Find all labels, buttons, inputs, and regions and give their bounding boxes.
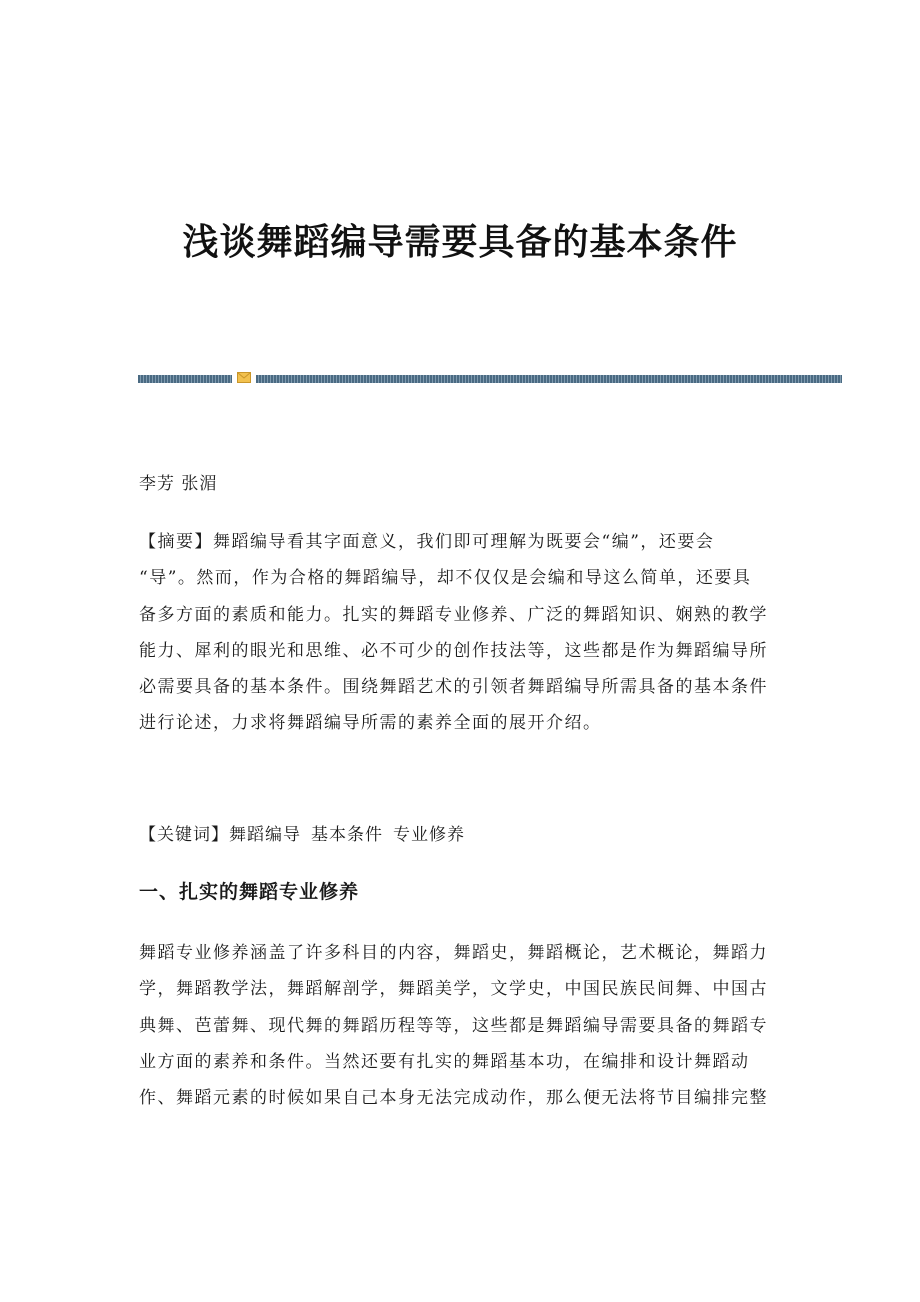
divider-bar-right: [256, 375, 842, 383]
envelope-icon: [237, 372, 251, 383]
divider-bar-left: [138, 375, 232, 383]
keyword: 专业修养: [393, 825, 465, 845]
body-line: 舞蹈专业修养涵盖了许多科目的内容，舞蹈史，舞蹈概论，艺术概论，舞蹈力: [139, 943, 768, 963]
body-line: 作、舞蹈元素的时候如果自己本身无法完成动作，那么便无法将节目编排完整: [139, 1088, 768, 1109]
keywords: [139, 823, 465, 847]
title-divider: [138, 375, 842, 383]
section-heading: 一、扎实的舞蹈专业修养: [139, 881, 360, 903]
author-line: 李芳 张湄: [139, 474, 218, 494]
abstract-line: 必需要具备的基本条件。围绕舞蹈艺术的引领者舞蹈编导所需具备的基本条件: [139, 677, 768, 698]
body-line: 学，舞蹈教学法，舞蹈解剖学，舞蹈美学，文学史，中国民族民间舞、中国古: [139, 979, 768, 1000]
abstract: [139, 524, 779, 742]
body-line: 业方面的素养和条件。当然还要有扎实的舞蹈基本功，在编排和设计舞蹈动: [139, 1051, 750, 1072]
keyword: 基本条件: [311, 825, 383, 845]
abstract-line: 备多方面的素质和能力。扎实的舞蹈专业修养、广泛的舞蹈知识、娴熟的教学: [139, 604, 768, 625]
abstract-line: 进行论述，力求将舞蹈编导所需的素养全面的展开介绍。: [139, 713, 602, 734]
abstract-line: “导”。然而，作为合格的舞蹈编导，却不仅仅是会编和导这么简单，还要具: [139, 568, 752, 589]
document-title: 浅谈舞蹈编导需要具备的基本条件: [182, 221, 738, 263]
body-line: 典舞、芭蕾舞、现代舞的舞蹈历程等等，这些都是舞蹈编导需要具备的舞蹈专: [139, 1015, 768, 1036]
section-body: [139, 935, 779, 1116]
abstract-line: 能力、犀利的眼光和思维、必不可少的创作技法等，这些都是作为舞蹈编导所: [139, 640, 768, 661]
abstract-line: 【摘要】舞蹈编导看其字面意义，我们即可理解为既要会“编”，还要会: [139, 532, 715, 552]
keyword-label: 【关键词】舞蹈编导: [139, 825, 301, 845]
